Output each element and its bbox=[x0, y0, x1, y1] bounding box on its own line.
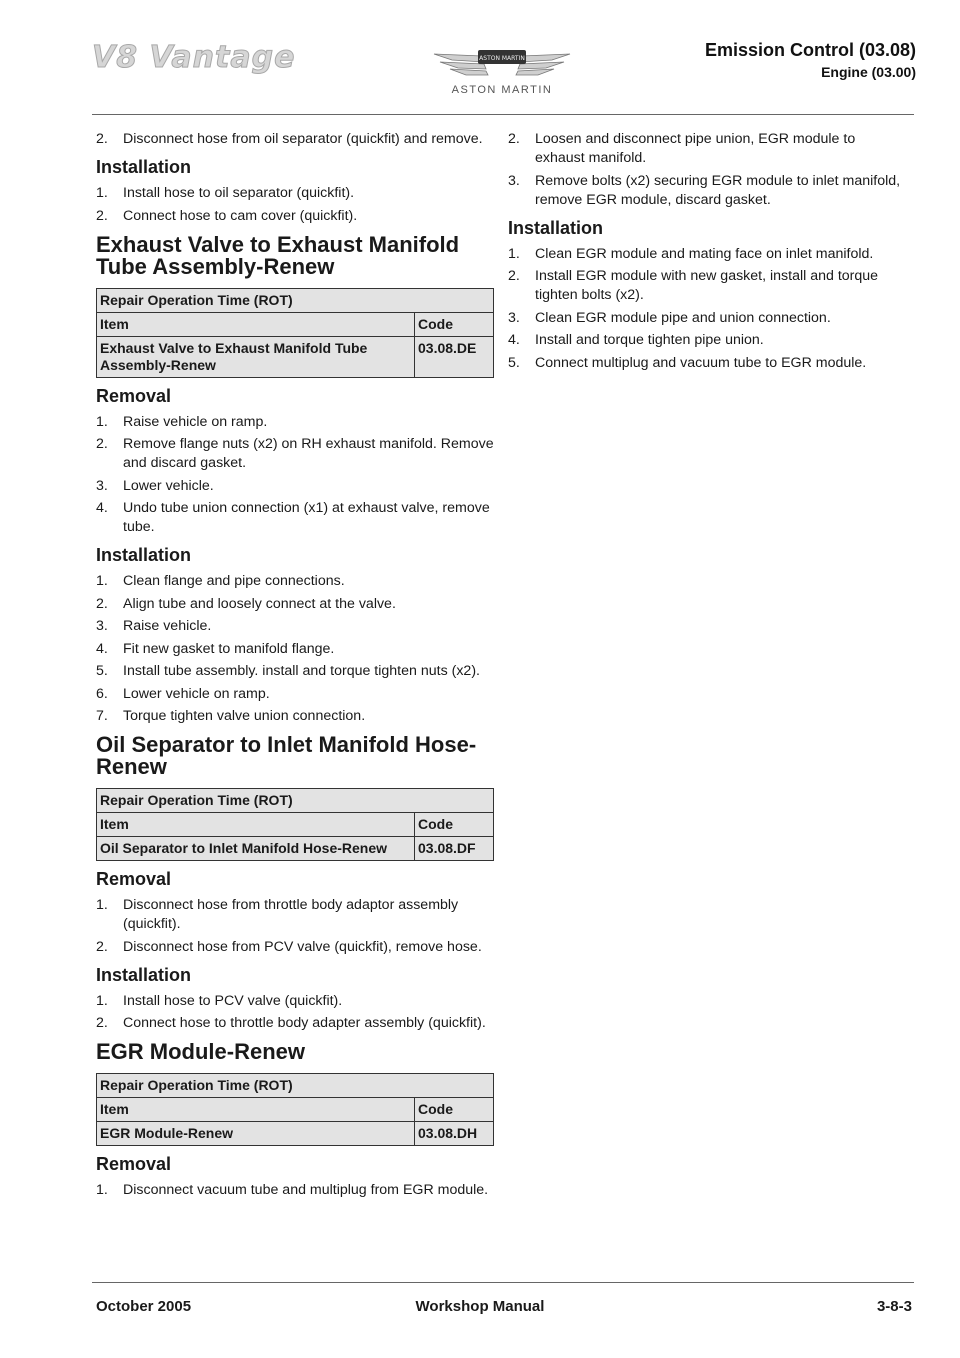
aston-martin-logo bbox=[432, 42, 572, 106]
rot-code: 03.08.DE bbox=[415, 336, 494, 377]
list-item: 2. Remove flange nuts (x2) on RH exhaust manifold. Remove and discard gasket. bbox=[96, 436, 494, 471]
rot-table-header: Repair Operation Time (ROT) bbox=[97, 1074, 494, 1098]
intro-install-list bbox=[96, 184, 496, 226]
rot-table-header: Repair Operation Time (ROT) bbox=[97, 789, 494, 813]
rot-item: Oil Separator to Inlet Manifold Hose-Renew bbox=[97, 837, 415, 861]
list-item: 2. Connect hose to throttle body adapter assembly (quickfit). bbox=[96, 1015, 486, 1031]
section-heading: Installation bbox=[96, 964, 192, 985]
list-item: 2. Disconnect hose from oil separator (quickfit) and remove. bbox=[96, 131, 483, 147]
footer-rule bbox=[92, 1282, 914, 1283]
rot-table-header: Repair Operation Time (ROT) bbox=[97, 288, 494, 312]
procedure-title: Exhaust Valve to Exhaust Manifold Tube Assembly-Renew bbox=[96, 231, 460, 279]
rot-table bbox=[96, 788, 494, 861]
rot-code: 03.08.DH bbox=[415, 1122, 494, 1146]
footer-manual-title: Workshop Manual bbox=[415, 1298, 545, 1315]
list-item: 4. Undo tube union connection (x1) at exhaust valve, remove tube. bbox=[96, 500, 490, 535]
list-item: 3. Clean EGR module pipe and union connection. bbox=[508, 309, 831, 326]
rot-code: 03.08.DF bbox=[415, 837, 494, 861]
install-list bbox=[508, 245, 908, 373]
list-item: 5. Connect multiplug and vacuum tube to EGR module. bbox=[508, 354, 867, 371]
list-item: 4. Install and torque tighten pipe union. bbox=[508, 332, 764, 348]
list-item: 3. Raise vehicle. bbox=[96, 618, 212, 634]
list-item: 2. Align tube and loosely connect at the valve. bbox=[96, 595, 396, 612]
list-item: 5. Install tube assembly. install and torque tighten nuts (x2). bbox=[96, 663, 480, 679]
logo-badge-text: ASTON MARTIN bbox=[479, 55, 525, 62]
removal-list bbox=[96, 413, 496, 538]
section-heading: Installation bbox=[96, 545, 192, 565]
rot-col-code: Code bbox=[415, 813, 494, 837]
right-column bbox=[508, 130, 908, 379]
rot-col-item: Item bbox=[97, 813, 415, 837]
brand-wordmark: V8 Vantage bbox=[92, 40, 296, 75]
list-item: 1. Clean EGR module and mating face on inlet manifold. bbox=[508, 245, 874, 262]
footer-page-number: 3-8-3 bbox=[876, 1298, 912, 1315]
removal-list bbox=[508, 130, 908, 210]
rot-table bbox=[96, 1073, 494, 1146]
rot-col-code: Code bbox=[415, 312, 494, 336]
left-column bbox=[96, 130, 496, 1206]
list-item: 6. Lower vehicle on ramp. bbox=[96, 685, 270, 702]
procedure-title: Oil Separator to Inlet Manifold Hose-Renew bbox=[96, 732, 477, 779]
section-heading: Removal bbox=[96, 1154, 172, 1174]
intro-removal-list bbox=[96, 130, 496, 149]
rot-table bbox=[96, 288, 494, 378]
list-item: 1. Disconnect hose from throttle body adaptor assembly (quickfit). bbox=[96, 897, 459, 932]
rot-col-item: Item bbox=[97, 312, 415, 336]
list-item: 7. Torque tighten valve union connection. bbox=[96, 708, 366, 724]
page-header bbox=[0, 0, 960, 116]
install-list bbox=[96, 572, 496, 726]
list-item: 1. Install hose to oil separator (quickfit). bbox=[96, 185, 355, 201]
list-item: 1. Install hose to PCV valve (quickfit). bbox=[96, 992, 343, 1009]
list-item: 4. Fit new gasket to manifold flange. bbox=[96, 640, 335, 657]
rot-item: EGR Module-Renew bbox=[97, 1122, 415, 1146]
header-rule bbox=[92, 114, 914, 115]
removal-list bbox=[96, 896, 496, 957]
list-item: 1. Clean flange and pipe connections. bbox=[96, 573, 345, 589]
list-item: 2. Install EGR module with new gasket, install and torque tighten bolts (x2). bbox=[508, 268, 879, 303]
rot-item: Exhaust Valve to Exhaust Manifold Tube Assembly-Renew bbox=[97, 336, 415, 377]
list-item: 2. Connect hose to cam cover (quickfit). bbox=[96, 207, 358, 224]
install-list bbox=[96, 992, 496, 1034]
section-heading: Removal bbox=[96, 869, 172, 889]
wings-icon bbox=[432, 42, 572, 82]
rot-col-item: Item bbox=[97, 1098, 415, 1122]
page-title: Emission Control (03.08) bbox=[704, 40, 916, 60]
logo-text: ASTON MARTIN bbox=[451, 84, 553, 96]
list-item: 3. Remove bolts (x2) securing EGR module to inlet manifold, remove EGR module, discard gasket. bbox=[508, 172, 901, 208]
list-item: 3. Lower vehicle. bbox=[96, 477, 214, 494]
list-item: 1. Disconnect vacuum tube and multiplug from EGR module. bbox=[96, 1182, 489, 1198]
page-subtitle: Engine (03.00) bbox=[821, 64, 916, 80]
rot-col-code: Code bbox=[415, 1098, 494, 1122]
list-item: 1. Raise vehicle on ramp. bbox=[96, 413, 268, 430]
section-heading: Installation bbox=[508, 217, 604, 238]
procedure-title: EGR Module-Renew bbox=[96, 1039, 306, 1064]
removal-list bbox=[96, 1181, 496, 1200]
section-heading: Installation bbox=[96, 157, 192, 177]
footer-date: October 2005 bbox=[96, 1298, 192, 1315]
list-item: 2. Disconnect hose from PCV valve (quickfit), remove hose. bbox=[96, 938, 482, 955]
section-heading: Removal bbox=[96, 385, 172, 406]
list-item: 2. Loosen and disconnect pipe union, EGR module to exhaust manifold. bbox=[508, 131, 856, 166]
